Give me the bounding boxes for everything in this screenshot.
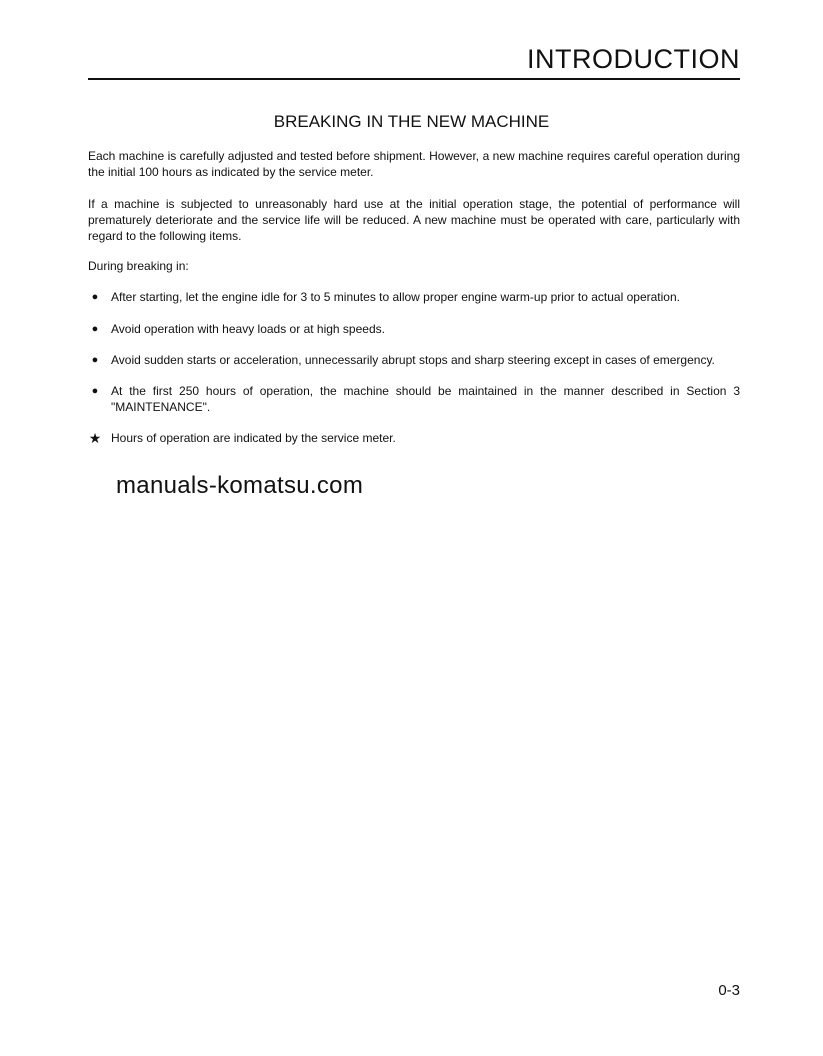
bullet-icon: ● — [91, 323, 99, 335]
list-item: ● At the first 250 hours of operation, the machine should be maintained in the manner described in Section 3 "MAINTENANCE". — [88, 383, 740, 415]
paragraph: Each machine is carefully adjusted and tested before shipment. However, a new machine requires careful operation during the initial 100 hours as indicated by the service meter. — [88, 149, 740, 179]
header-rule — [88, 78, 740, 80]
paragraph: If a machine is subjected to unreasonably hard use at the initial operation stage, the potential of performance will prematurely deteriorate and the service life will be reduced. A new machine must be operated with care, particularly with regard to the following items. — [88, 197, 740, 243]
bullet-icon: ● — [91, 291, 99, 303]
page-number: 0-3 — [718, 982, 740, 999]
bullet-icon: ● — [91, 354, 99, 366]
paragraph: During breaking in: — [88, 259, 189, 273]
list-item: ● Avoid sudden starts or acceleration, unnecessarily abrupt stops and sharp steering except in cases of emergency. — [88, 352, 740, 368]
list-item: ● Avoid operation with heavy loads or at high speeds. — [88, 321, 740, 337]
page-title: BREAKING IN THE NEW MACHINE — [273, 112, 550, 131]
note-item: ★ Hours of operation are indicated by the service meter. — [88, 430, 396, 446]
star-icon: ★ — [88, 430, 102, 446]
list-item: ● After starting, let the engine idle for 3 to 5 minutes to allow proper engine warm-up prior to actual operation. — [88, 289, 740, 305]
section-header: INTRODUCTION — [527, 44, 740, 74]
watermark: manuals-komatsu.com — [116, 472, 364, 499]
bullet-icon: ● — [91, 385, 99, 397]
